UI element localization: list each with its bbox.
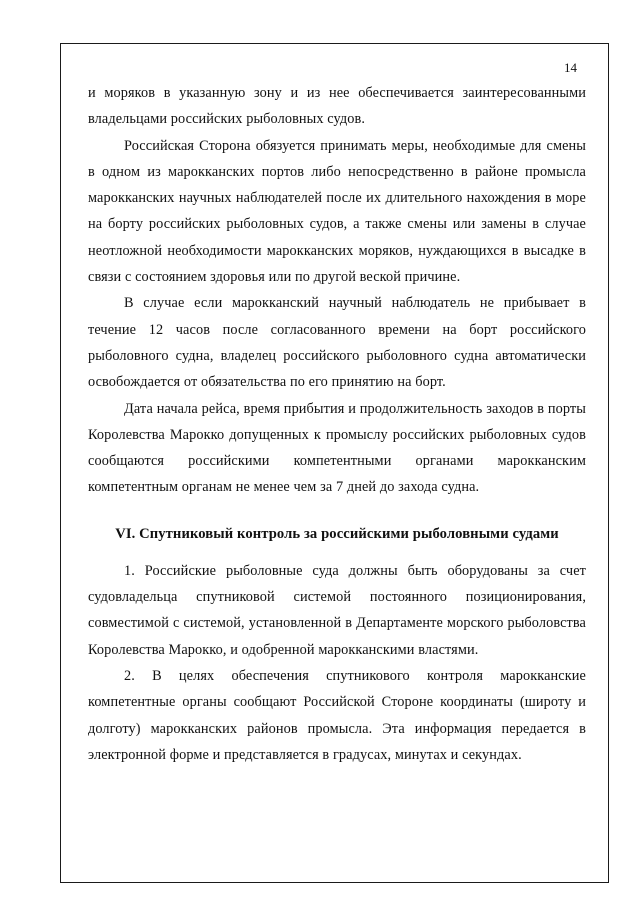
paragraph-port-calls: Дата начала рейса, время прибытия и продолжительность заходов в порты Королевства Марокко допущенных к промыслу российских рыболовных судов сообщаются российскими компетентными органами марокканским компетентным органам не менее чем за 7 дней до захода судна.	[88, 400, 586, 496]
paragraph-clause-1: 1. Российские рыболовные суда должны быть оборудованы за счет судовладельца спутниковой системой постоянного позиционирования, совместимой с системой, установленной в Департаменте морского рыболовства Королевства Марокко, и одобренной марокканскими властями.	[88, 562, 586, 658]
paragraph-crew-replacement: Российская Сторона обязуется принимать меры, необходимые для смены в одном из марокканских портов либо непосредственно в районе промысла марокканских научных наблюдателей после их длительного нахождения в море на борту российских рыболовных судов, а также смены или замены в случае неотложной необходимости марокканских моряков, нуждающихся в высадке в связи с состоянием здоровья или по другой веской причине.	[88, 137, 586, 286]
paragraph-clause-2: 2. В целях обеспечения спутникового контроля марокканские компетентные органы сообщают Российской Стороне координаты (широту и долготу) марокканских районов промысла. Эта информация передается в электронной форме и представляется в градусах, минутах и секундах.	[88, 667, 586, 763]
paragraph-observer-delay: В случае если марокканский научный наблюдатель не прибывает в течение 12 часов после согласованного времени на борт российского рыболовного судна, владелец российского рыболовного судна автоматически освобождается от обязательства по его принятию на борт.	[88, 295, 586, 391]
paragraph-continuation: и моряков в указанную зону и из нее обеспечивается заинтересованными владельцами российских рыболовных судов.	[88, 85, 586, 128]
page-number: 14	[564, 60, 577, 75]
document-body	[88, 80, 586, 768]
section-heading: VI. Спутниковый контроль за российскими рыболовными судами	[115, 525, 559, 542]
